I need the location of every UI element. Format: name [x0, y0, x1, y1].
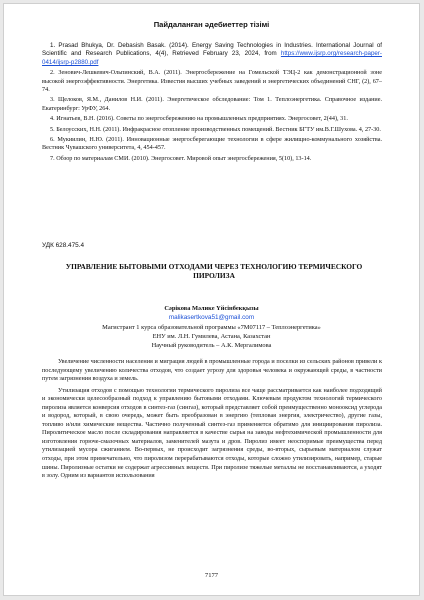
article-title: УПРАВЛЕНИЕ БЫТОВЫМИ ОТХОДАМИ ЧЕРЕЗ ТЕХНОЛОГИЮ ТЕРМИЧЕСКОГО ПИРОЛИЗА [65, 262, 363, 281]
supervisor: Научный руководитель – А.К. Мергалимова [151, 342, 272, 350]
udc-code: УДК 628.475.4 [42, 242, 85, 249]
body-paragraph: Увеличение численности населения и миграция людей в промышленные города и поселки из сельских районов привели к последующему увеличению количества отходов, что создает угрозу для здоровья человека и окружающей среды, в частности путем загрязнения воздуха и земель. [42, 358, 382, 383]
reference-item: 2. Зенович-Лешкевич-Ольпинский, В.А. (2011). Энергосбережение на Гомельской ТЭЦ-2 как демонстрационной зоне высокой энергоэффективности. Энергетика. Известия высших учебных заведений и энергетических объединений СНГ, (2), 67–74. [42, 69, 382, 94]
document-page [3, 3, 420, 596]
page-number: 7177 [204, 572, 219, 579]
reference-item: 5. Белоусских, Н.Н. (2011). Инфракрасное отопление производственных помещений. Вестник БГТУ им.В.Г.Шухова. 4, 27-30. [50, 125, 381, 133]
reference-link[interactable]: https://www.ijsrp.org/research-paper-0414/ijsrp-p2880.pdf [42, 50, 382, 66]
article-body [42, 358, 382, 484]
reference-item: 7. Обзор по материалам СМИ. (2010). Энергосовет. Мировой опыт энергосбережения, 5(10), 13-14. [50, 154, 312, 162]
author-position: Магистрант 1 курса образовательной программы «7М07117 – Теплоэнергетика» [102, 323, 321, 331]
author-block [4, 304, 419, 350]
reference-item: 1. Prasad Bhukya, Dr. Debasish Basak. (2014). Energy Saving Technologies in Industries. International Journal of Scientific and Research Publications, 4(4), Retrieved February 23, 2024, from https://www.ijsrp.org/research-paper-0414/ijsrp-p2880.pdf [42, 42, 382, 66]
author-email[interactable]: malikasertkova51@gmail.com [168, 314, 255, 322]
references-list [42, 42, 382, 165]
body-paragraph: Утилизация отходов с помощью технологии термического пиролиза все чаще рассматривается как наиболее подходящий и экономически целесообразный подход к управлению бытовыми отходами. Ключевым продуктом технологий термического пиролиза является конверсия отходов в синтез-газ (сингаз), который представляет собой преимущественно монооксид углерода и водород, который, в свою очередь, может быть преобразован в энергию (тепловая энергия, электричество), другие газы, топливо и/или химические вещества. Частично полученный синтез-газ применяется обратимо для инициирования пиролиза. Пиролитическое масло после складирования направляется в качестве сырья на заводы нефтехимической промышленности для изготовления горюче-смазочных материалов, заменителей мазута и дров. Пиролиз имеет неоспоримые преимущества перед утилизацией мусора сжиганием. Во-первых, не происходит загрязнения среды, во-вторых, сырьевым материалом служат отходы, при этом примечательно, что пиролизом перерабатываются отходы, которые сложно утилизировать, например, старые шины. Пиролизные остатки не содержат агрессивных веществ. При пиролизе тяжелые металлы не восстанавливаются, а уходят в золу. Одним из вариантов использования [42, 386, 382, 480]
author-name: Сәрікова Мәлике Үйсінбекқызы [164, 305, 259, 312]
reference-item: 6. Мукиилин, Н.Ю. (2011). Инновационные энергосберегающие технологии в сфере жилищно-коммунального хозяйства. Вестник Чувашского университета, 4, 454-457. [42, 136, 382, 152]
reference-item: 4. Игнатьев, В.Н. (2016). Советы по энергосбережению на промышленных предприятиях. Энергосовет, 2(44), 31. [50, 115, 348, 123]
references-heading: Пайдаланған әдебиеттер тізімі [153, 20, 270, 29]
author-affiliation: ЕНУ им. Л.Н. Гумилева, Астана, Казахстан [152, 332, 271, 340]
reference-item: 3. Щелоков, Я.М., Данилов Н.И. (2011). Энергетическое обследование: Том 1. Теплоэнергетика. Справочное издание. Екатеринбург: УрФУ, 264. [42, 96, 382, 112]
